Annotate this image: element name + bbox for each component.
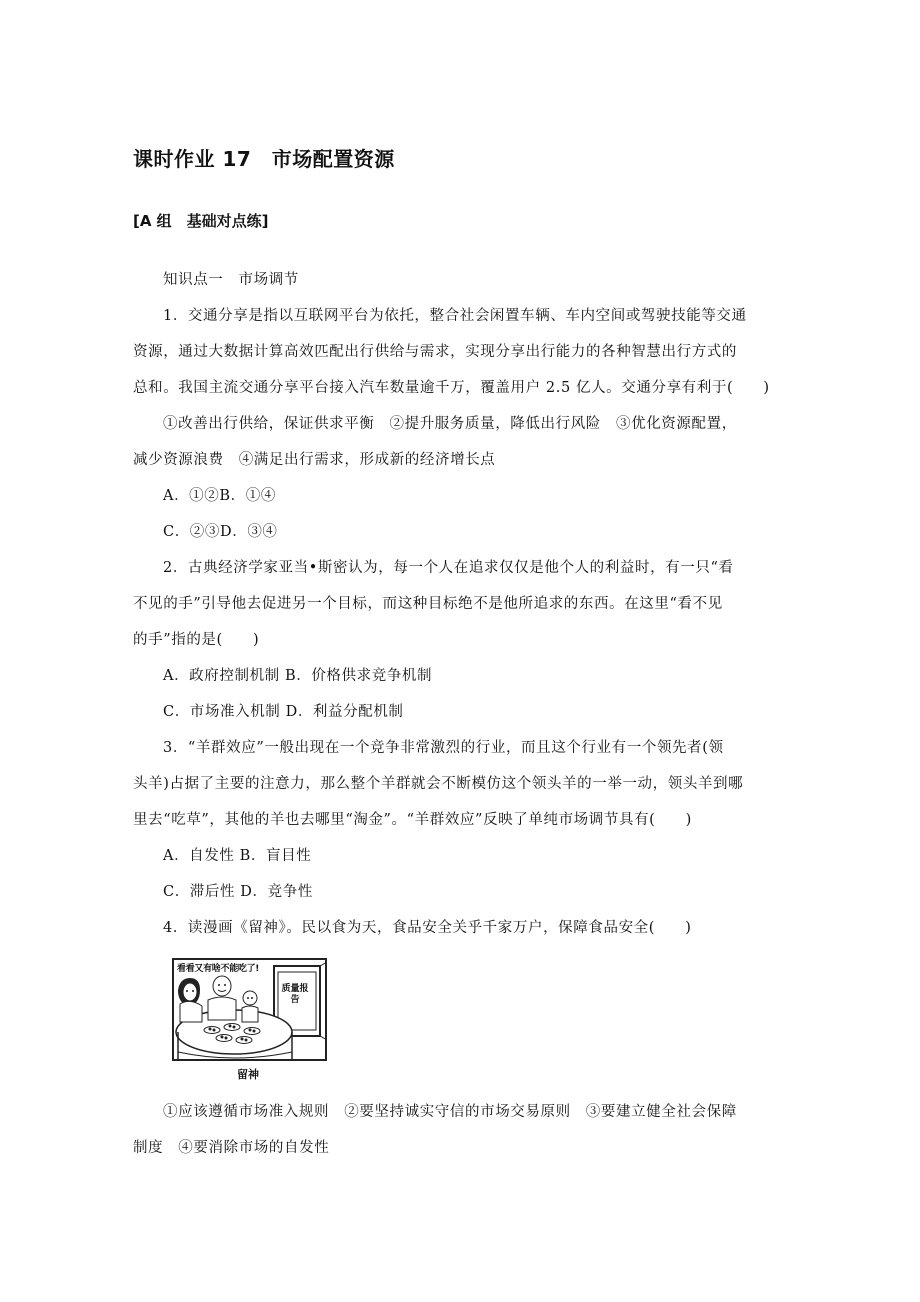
q4-text-line: 4．读漫画《留神》。民以食为天，食品安全关乎千家万户，保障食品安全( ): [163, 920, 692, 936]
q1-statement-line: ①改善出行供给，保证供求平衡 ②提升服务质量，降低出行风险 ③优化资源配置，: [163, 416, 737, 432]
q3-text-line: 3．“羊群效应”一般出现在一个竞争非常激烈的行业，而且这个行业有一个领先者(领: [163, 740, 724, 756]
cartoon-caption: 留神: [237, 1068, 259, 1081]
q2-text-line: 2．古典经济学家亚当•斯密认为，每一个人在追求仅仅是他个人的利益时，有一只“看: [163, 560, 734, 576]
cartoon-drawing: [174, 960, 327, 1061]
speech-bubble: 看看又有啥不能吃了!: [176, 961, 260, 974]
q1-text-line: 1．交通分享是指以互联网平台为依托，整合社会闲置车辆、车内空间或驾驶技能等交通: [163, 308, 747, 324]
q1-text-line: 资源，通过大数据计算高效匹配出行供给与需求，实现分享出行能力的各种智慧出行方式的: [133, 344, 737, 360]
q2-option-line: A．政府控制机制 B．价格供求竞争机制: [163, 668, 433, 684]
q1-option-line: A．①②B．①④: [163, 488, 276, 504]
child-figure: [242, 991, 258, 1022]
knowledge-point-heading: 知识点一 市场调节: [163, 272, 299, 288]
man-figure: [208, 976, 236, 1020]
q3-option-line: A．自发性 B．盲目性: [163, 848, 312, 864]
group-heading: [A 组 基础对点练]: [133, 212, 269, 230]
q1-text-line: 总和。我国主流交通分享平台接入汽车数量逾千万，覆盖用户 2.5 亿人。交通分享有利于( ): [133, 380, 770, 396]
cartoon-image: [172, 958, 327, 1061]
q1-statement-line: 减少资源浪费 ④满足出行需求，形成新的经济增长点: [133, 452, 496, 468]
page-title: 课时作业 17 市场配置资源: [133, 147, 395, 171]
q3-text-line: 头羊)占据了主要的注意力，那么整个羊群就会不断模仿这个领头羊的一举一动，领头羊到哪: [133, 776, 744, 792]
woman-figure: [178, 978, 202, 1022]
q3-option-line: C．滞后性 D．竞争性: [163, 884, 313, 900]
q4-statement-line: 制度 ④要消除市场的自发性: [133, 1140, 330, 1156]
q2-text-line: 的手”指的是( ): [133, 632, 260, 648]
q1-option-line: C．②③D．③④: [163, 524, 278, 540]
tv-caption: 质量报告: [281, 984, 309, 1005]
q4-statement-line: ①应该遵循市场准入规则 ②要坚持诚实守信的市场交易原则 ③要建立健全社会保障: [163, 1104, 737, 1120]
q3-text-line: 里去“吃草”，其他的羊也去哪里“淘金”。“羊群效应”反映了单纯市场调节具有( ): [133, 812, 692, 828]
q2-text-line: 不见的手”引导他去促进另一个目标，而这种目标绝不是他所追求的东西。在这里“看不见: [133, 596, 723, 612]
q2-option-line: C．市场准入机制 D．利益分配机制: [163, 704, 404, 720]
